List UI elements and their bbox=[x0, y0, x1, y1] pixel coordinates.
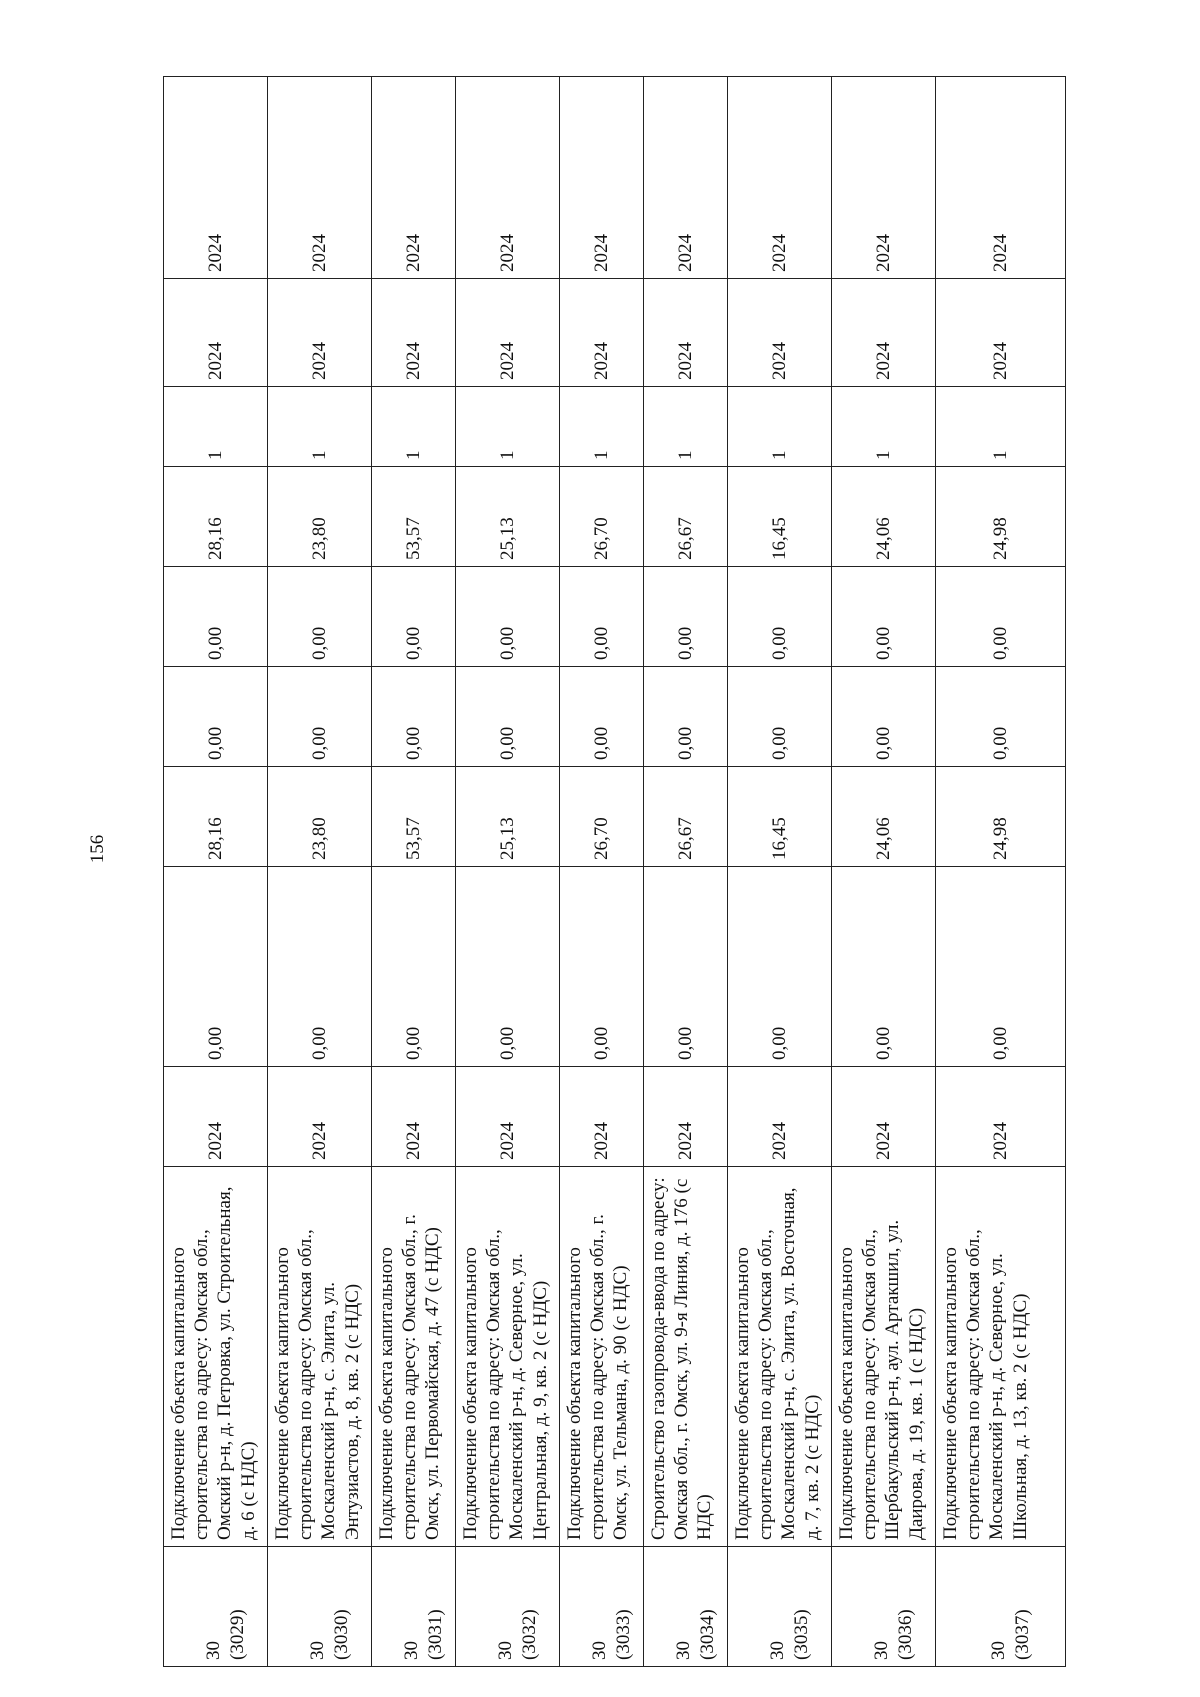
item-code: 30 bbox=[494, 1641, 516, 1660]
start-year-cell: 2024 bbox=[372, 1067, 456, 1167]
end-year-cell: 2024 bbox=[644, 77, 728, 279]
rotated-table-container bbox=[163, 77, 1065, 1667]
value-cell: 0,00 bbox=[644, 567, 728, 667]
value-cell: 0,00 bbox=[268, 867, 372, 1067]
table-row bbox=[832, 77, 936, 1667]
end-year-cell: 2024 bbox=[456, 77, 560, 279]
value-cell: 0,00 bbox=[560, 867, 644, 1067]
quantity-cell: 1 bbox=[936, 387, 1066, 467]
value-cell: 0,00 bbox=[728, 867, 832, 1067]
quantity-cell: 1 bbox=[644, 387, 728, 467]
table-row bbox=[372, 77, 456, 1667]
value-cell: 16,45 bbox=[728, 767, 832, 867]
year-cell: 2024 bbox=[936, 279, 1066, 387]
item-code-cell bbox=[560, 1547, 644, 1667]
item-code-cell bbox=[456, 1547, 560, 1667]
value-cell: 0,00 bbox=[936, 567, 1066, 667]
description-cell: Строительство газопровода-ввода по адресу: Омская обл., г. Омск, ул. 9-я Линия, д. 176 (с НДС) bbox=[644, 1167, 728, 1547]
value-cell: 26,70 bbox=[560, 767, 644, 867]
start-year-cell: 2024 bbox=[164, 1067, 268, 1167]
value-cell: 16,45 bbox=[728, 467, 832, 567]
value-cell: 0,00 bbox=[372, 667, 456, 767]
investment-table bbox=[163, 76, 1066, 1667]
end-year-cell: 2024 bbox=[560, 77, 644, 279]
value-cell: 0,00 bbox=[936, 867, 1066, 1067]
start-year-cell: 2024 bbox=[936, 1067, 1066, 1167]
start-year-cell: 2024 bbox=[728, 1067, 832, 1167]
description-cell: Подключение объекта капитального строительства по адресу: Омская обл., Москаленский р-н, д. Северное, ул. Школьная, д. 13, кв. 2 (с НДС) bbox=[936, 1167, 1066, 1547]
value-cell: 0,00 bbox=[372, 567, 456, 667]
item-subcode: (3033) bbox=[612, 1609, 634, 1660]
start-year-cell: 2024 bbox=[560, 1067, 644, 1167]
value-cell: 25,13 bbox=[456, 467, 560, 567]
quantity-cell: 1 bbox=[268, 387, 372, 467]
value-cell: 24,06 bbox=[832, 767, 936, 867]
item-subcode: (3036) bbox=[894, 1609, 916, 1660]
item-code: 30 bbox=[306, 1641, 328, 1660]
quantity-cell: 1 bbox=[372, 387, 456, 467]
value-cell: 0,00 bbox=[268, 567, 372, 667]
quantity-cell: 1 bbox=[164, 387, 268, 467]
value-cell: 28,16 bbox=[164, 467, 268, 567]
item-code: 30 bbox=[202, 1641, 224, 1660]
value-cell: 0,00 bbox=[268, 667, 372, 767]
quantity-cell: 1 bbox=[728, 387, 832, 467]
table-row bbox=[456, 77, 560, 1667]
end-year-cell: 2024 bbox=[728, 77, 832, 279]
value-cell: 0,00 bbox=[644, 867, 728, 1067]
item-code-cell bbox=[728, 1547, 832, 1667]
item-code-cell bbox=[936, 1547, 1066, 1667]
item-subcode: (3037) bbox=[1011, 1609, 1033, 1660]
table-row bbox=[728, 77, 832, 1667]
item-subcode: (3035) bbox=[790, 1609, 812, 1660]
year-cell: 2024 bbox=[728, 279, 832, 387]
table-row bbox=[936, 77, 1066, 1667]
description-cell: Подключение объекта капитального строительства по адресу: Омская обл., г. Омск, ул. Тельмана, д. 90 (с НДС) bbox=[560, 1167, 644, 1547]
table-row bbox=[560, 77, 644, 1667]
item-subcode: (3034) bbox=[696, 1609, 718, 1660]
item-code-cell bbox=[268, 1547, 372, 1667]
item-code: 30 bbox=[588, 1641, 610, 1660]
value-cell: 0,00 bbox=[164, 867, 268, 1067]
year-cell: 2024 bbox=[164, 279, 268, 387]
value-cell: 0,00 bbox=[560, 667, 644, 767]
value-cell: 0,00 bbox=[832, 867, 936, 1067]
item-subcode: (3031) bbox=[424, 1609, 446, 1660]
item-subcode: (3032) bbox=[518, 1609, 540, 1660]
value-cell: 24,06 bbox=[832, 467, 936, 567]
value-cell: 0,00 bbox=[372, 867, 456, 1067]
value-cell: 0,00 bbox=[560, 567, 644, 667]
end-year-cell: 2024 bbox=[832, 77, 936, 279]
table-body bbox=[164, 77, 1066, 1667]
end-year-cell: 2024 bbox=[164, 77, 268, 279]
value-cell: 0,00 bbox=[644, 667, 728, 767]
item-code-cell bbox=[164, 1547, 268, 1667]
item-code: 30 bbox=[870, 1641, 892, 1660]
item-code-cell bbox=[372, 1547, 456, 1667]
value-cell: 24,98 bbox=[936, 467, 1066, 567]
year-cell: 2024 bbox=[560, 279, 644, 387]
year-cell: 2024 bbox=[832, 279, 936, 387]
value-cell: 26,67 bbox=[644, 767, 728, 867]
value-cell: 0,00 bbox=[936, 667, 1066, 767]
value-cell: 0,00 bbox=[164, 667, 268, 767]
description-cell: Подключение объекта капитального строительства по адресу: Омская обл., Москаленский р-н, с. Элита, ул. Энтузиастов, д. 8, кв. 2 (с НДС) bbox=[268, 1167, 372, 1547]
item-code: 30 bbox=[672, 1641, 694, 1660]
start-year-cell: 2024 bbox=[644, 1067, 728, 1167]
year-cell: 2024 bbox=[644, 279, 728, 387]
value-cell: 0,00 bbox=[456, 567, 560, 667]
year-cell: 2024 bbox=[372, 279, 456, 387]
description-cell: Подключение объекта капитального строительства по адресу: Омская обл., Москаленский р-н, д. Северное, ул. Центральная, д. 9, кв. 2 (с НДС) bbox=[456, 1167, 560, 1547]
quantity-cell: 1 bbox=[560, 387, 644, 467]
value-cell: 53,57 bbox=[372, 467, 456, 567]
start-year-cell: 2024 bbox=[268, 1067, 372, 1167]
value-cell: 0,00 bbox=[728, 667, 832, 767]
value-cell: 25,13 bbox=[456, 767, 560, 867]
description-cell: Подключение объекта капитального строительства по адресу: Омская обл., Омский р-н, д. Петровка, ул. Строительная, д. 6 (с НДС) bbox=[164, 1167, 268, 1547]
table-row bbox=[644, 77, 728, 1667]
table-row bbox=[164, 77, 268, 1667]
value-cell: 0,00 bbox=[832, 667, 936, 767]
description-cell: Подключение объекта капитального строительства по адресу: Омская обл., г. Омск, ул. Первомайская, д. 47 (с НДС) bbox=[372, 1167, 456, 1547]
value-cell: 0,00 bbox=[832, 567, 936, 667]
value-cell: 0,00 bbox=[456, 867, 560, 1067]
start-year-cell: 2024 bbox=[832, 1067, 936, 1167]
year-cell: 2024 bbox=[268, 279, 372, 387]
page-number: 156 bbox=[87, 834, 108, 864]
end-year-cell: 2024 bbox=[372, 77, 456, 279]
value-cell: 53,57 bbox=[372, 767, 456, 867]
start-year-cell: 2024 bbox=[456, 1067, 560, 1167]
end-year-cell: 2024 bbox=[936, 77, 1066, 279]
value-cell: 28,16 bbox=[164, 767, 268, 867]
value-cell: 23,80 bbox=[268, 767, 372, 867]
value-cell: 0,00 bbox=[456, 667, 560, 767]
value-cell: 26,67 bbox=[644, 467, 728, 567]
item-code-cell bbox=[832, 1547, 936, 1667]
value-cell: 24,98 bbox=[936, 767, 1066, 867]
item-subcode: (3029) bbox=[226, 1609, 248, 1660]
value-cell: 26,70 bbox=[560, 467, 644, 567]
item-code: 30 bbox=[766, 1641, 788, 1660]
item-code: 30 bbox=[987, 1641, 1009, 1660]
item-code-cell bbox=[644, 1547, 728, 1667]
table-row bbox=[268, 77, 372, 1667]
description-cell: Подключение объекта капитального строительства по адресу: Омская обл., Москаленский р-н, с. Элита, ул. Восточная, д. 7, кв. 2 (с НДС) bbox=[728, 1167, 832, 1547]
year-cell: 2024 bbox=[456, 279, 560, 387]
item-code: 30 bbox=[400, 1641, 422, 1660]
value-cell: 0,00 bbox=[728, 567, 832, 667]
quantity-cell: 1 bbox=[456, 387, 560, 467]
description-cell: Подключение объекта капитального строительства по адресу: Омская обл., Шербакульский р-н, аул. Артакшил, ул. Даирова, д. 19, кв. 1 (с НДС) bbox=[832, 1167, 936, 1547]
quantity-cell: 1 bbox=[832, 387, 936, 467]
value-cell: 0,00 bbox=[164, 567, 268, 667]
end-year-cell: 2024 bbox=[268, 77, 372, 279]
item-subcode: (3030) bbox=[330, 1609, 352, 1660]
value-cell: 23,80 bbox=[268, 467, 372, 567]
